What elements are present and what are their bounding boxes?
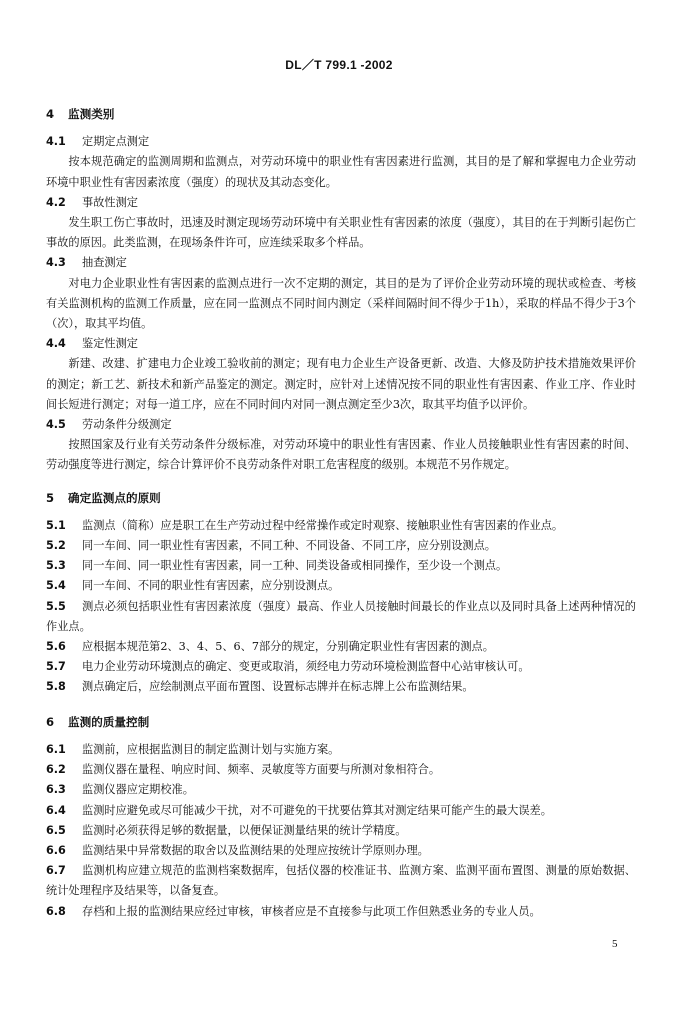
- subsection-heading: 4.5 劳动条件分级测定: [46, 418, 172, 432]
- list-item: 6.7 监测机构应建立规范的监测档案数据库，包括仪器的校准证书、监测方案、监测平面布置图、测量的原始数据、统计处理程序及结果等，以备复查。: [46, 864, 636, 898]
- list-item: 6.3 监测仪器应定期校准。: [46, 783, 194, 797]
- list-item: 5.2 同一车间、同一职业性有害因素，不同工种、不同设备、不同工序，应分别设测点。: [46, 539, 496, 553]
- list-item: 6.5 监测时必须获得足够的数据量，以便保证测量结果的统计学精度。: [46, 823, 407, 837]
- list-item: 6.4 监测时应避免或尽可能减少干扰，对不可避免的干扰要估算其对测定结果可能产生的最大误差。: [46, 803, 552, 817]
- paragraph: 发生职工伤亡事故时，迅速及时测定现场劳动环境中有关职业性有害因素的浓度（强度），其目的在于判断引起伤亡事故的原因。此类监测，在现场条件许可，应连续采取多个样品。: [46, 216, 636, 250]
- subsection-heading: 4.4 鉴定性测定: [46, 337, 138, 351]
- section-heading: [46, 712, 636, 732]
- paragraph: 对电力企业职业性有害因素的监测点进行一次不定期的测定，其目的是为了评价企业劳动环境的现状或检查、考核有关监测机构的监测工作质量，应在同一监测点不同时间内测定（采样间隔时间不得少于1h），采取的样品不得少于3个（次），取其平均值。: [46, 276, 636, 331]
- subsection-heading: 4.2 事故性测定: [46, 195, 138, 209]
- section-title: 确定监测点的原则: [68, 490, 161, 505]
- section-heading: [46, 488, 636, 508]
- list-item: 6.6 监测结果中异常数据的取舍以及监测结果的处理应按统计学原则办理。: [46, 843, 429, 857]
- list-item: 5.4 同一车间、不同的职业性有害因素，应分别设测点。: [46, 579, 340, 593]
- paragraph: 新建、改建、扩建电力企业竣工验收前的测定；现有电力企业生产设备更新、改造、大修及防护技术措施效果评价的测定；新工艺、新技术和新产品鉴定的测定。测定时，应针对上述情况按不同的职业性有害因素、作业工序、作业时间长短进行测定；对每一道工序，应在不同时间内对同一测点测定至少3次，取其平均值予以评价。: [46, 357, 636, 411]
- section-number: 4: [46, 107, 55, 121]
- page-number: 5: [612, 938, 618, 950]
- document-body: [46, 104, 636, 922]
- list-item: 5.8 测点确定后，应绘制测点平面布置图、设置标志牌并在标志牌上公布监测结果。: [46, 680, 474, 694]
- list-item: 5.5 测点必须包括职业性有害因素浓度（强度）最高、作业人员接触时间最长的作业点以及同时具备上述两种情况的作业点。: [46, 599, 636, 633]
- section-heading: [46, 104, 636, 124]
- list-item: 5.3 同一车间、同一职业性有害因素，同一工种、同类设备或相同操作，至少设一个测点。: [46, 559, 508, 573]
- list-item: 5.7 电力企业劳动环境测点的确定、变更或取消，须经电力劳动环境检测监督中心站审核认可。: [46, 660, 530, 674]
- paragraph: 按本规范确定的监测周期和监测点，对劳动环境中的职业性有害因素进行监测，其目的是了解和掌握电力企业劳动环境中职业性有害因素浓度（强度）的现状及其动态变化。: [46, 155, 636, 189]
- subsection-heading: 4.3 抽查测定: [46, 256, 127, 270]
- list-item: 5.6 应根据本规范第2、3、4、5、6、7部分的规定，分别确定职业性有害因素的测点。: [46, 640, 494, 654]
- list-item: 5.1 监测点（简称）应是职工在生产劳动过程中经常操作或定时观察、接触职业性有害因素的作业点。: [46, 518, 564, 532]
- document-header: DL／T 799.1 -2002: [285, 58, 393, 72]
- list-item: 6.2 监测仪器在量程、响应时间、频率、灵敏度等方面要与所测对象相符合。: [46, 763, 441, 777]
- paragraph: 按照国家及行业有关劳动条件分级标准，对劳动环境中的职业性有害因素、作业人员接触职业性有害因素的时间、劳动强度等进行测定，综合计算评价不良劳动条件对职工危害程度的级别。本规范不另作规定。: [46, 438, 636, 472]
- section-number: 6: [46, 714, 55, 729]
- list-item: 6.1 监测前，应根据监测目的制定监测计划与实施方案。: [46, 742, 340, 756]
- list-item: 6.8 存档和上报的监测结果应经过审核，审核者应是不直接参与此项工作但熟悉业务的专业人员。: [46, 904, 541, 918]
- subsection-heading: 4.1 定期定点测定: [46, 135, 150, 149]
- section-number: 5: [46, 490, 55, 505]
- section-title: 监测类别: [68, 107, 115, 121]
- section-title: 监测的质量控制: [68, 714, 150, 729]
